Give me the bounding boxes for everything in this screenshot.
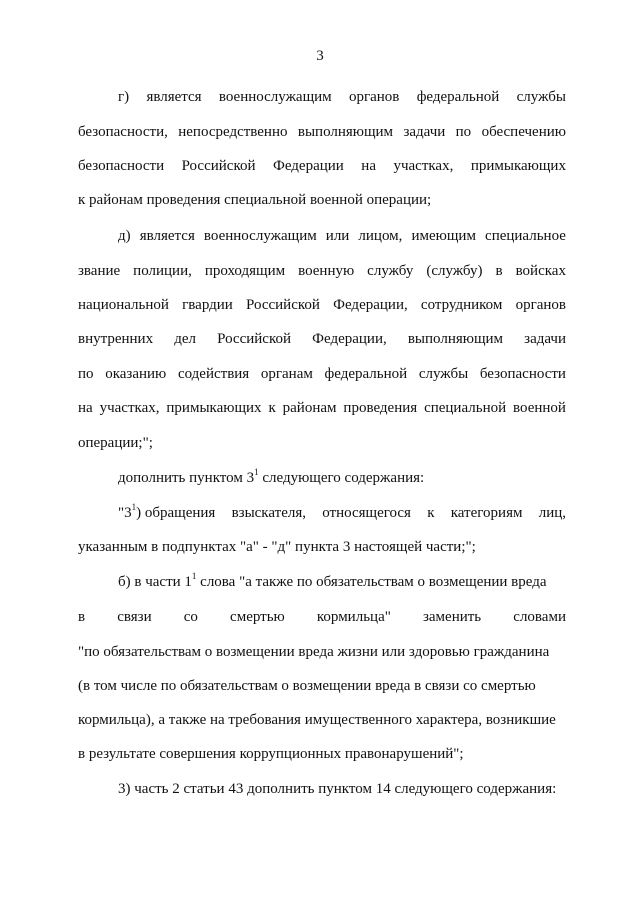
text-fragment	[118, 504, 136, 522]
word: к	[268, 400, 276, 416]
word: в	[78, 609, 86, 625]
word: специальное	[485, 228, 566, 244]
text-line	[78, 296, 566, 314]
text-fragment	[136, 504, 566, 522]
word: войсках	[515, 263, 566, 279]
word: службы	[418, 366, 469, 382]
text-line	[78, 399, 566, 417]
word: безопасности,	[78, 124, 168, 140]
word: Федерации,	[333, 297, 408, 313]
word: взыскателя,	[231, 505, 306, 521]
word: военную	[298, 263, 355, 279]
text-line	[118, 227, 566, 245]
text-line: (в том числе по обязательствам о возмещении вреда в связи со смертью	[78, 678, 536, 694]
word: специальной	[424, 400, 507, 416]
word: безопасности	[78, 158, 165, 174]
text-fragment: слова "а также по обязательствам о возмещении вреда	[196, 574, 547, 590]
word: внутренних	[78, 331, 154, 347]
word: категориям	[450, 505, 523, 521]
word: к	[427, 505, 435, 521]
word: районам	[282, 400, 337, 416]
word: службы	[516, 89, 566, 105]
word: военнослужащим	[218, 89, 332, 105]
superscript: 1	[191, 571, 197, 581]
word: заменить	[422, 609, 482, 625]
word: по	[78, 366, 94, 382]
word: на	[361, 158, 376, 174]
word: является	[139, 228, 195, 244]
text-line	[118, 88, 566, 106]
text-line	[78, 123, 566, 141]
word: связи	[117, 609, 152, 625]
word: участках,	[393, 158, 454, 174]
text-line	[118, 504, 566, 522]
word: выполняющим	[407, 331, 504, 347]
word: национальной	[78, 297, 169, 313]
text-line	[118, 573, 566, 591]
word: безопасности	[479, 366, 566, 382]
word: Российской	[246, 297, 320, 313]
word: словами	[513, 609, 566, 625]
word: выполняющим	[297, 124, 394, 140]
word: ) обращения	[136, 505, 216, 521]
word: Российской	[217, 331, 292, 347]
word: г)	[118, 89, 130, 105]
text-line: в результате совершения коррупционных правонарушений";	[78, 746, 464, 762]
word: примыкающих	[470, 158, 566, 174]
word: органов	[348, 89, 400, 105]
word: в	[495, 263, 503, 279]
word: или	[325, 228, 350, 244]
superscript: 1	[131, 502, 137, 512]
text-line	[78, 608, 566, 626]
text-line: 3) часть 2 статьи 43 дополнить пунктом 14 следующего содержания:	[118, 781, 557, 797]
text-line	[118, 469, 566, 487]
word: военной	[513, 400, 566, 416]
text-line	[78, 157, 566, 175]
word: проведения	[343, 400, 418, 416]
text-fragment: б) в части 1	[118, 574, 192, 590]
word: дел	[174, 331, 196, 347]
word: по	[455, 124, 472, 140]
word: лиц,	[538, 505, 566, 521]
text-line	[78, 330, 566, 348]
word: Федерации,	[312, 331, 387, 347]
word: оказанию	[105, 366, 167, 382]
word: сотрудником	[420, 297, 503, 313]
word: федеральной	[416, 89, 500, 105]
word: задачи	[403, 124, 446, 140]
text-fragment: "3	[118, 505, 132, 521]
text-line	[78, 365, 566, 383]
word: имеющим	[411, 228, 476, 244]
word: органам	[260, 366, 313, 382]
word: со	[183, 609, 198, 625]
word: примыкающих	[166, 400, 262, 416]
word: относящегося	[322, 505, 411, 521]
word: кормильца"	[316, 609, 391, 625]
word: непосредственно	[178, 124, 288, 140]
word: смертью	[230, 609, 285, 625]
text-fragment: следующего содержания:	[258, 470, 425, 486]
page-number: 3	[316, 48, 324, 64]
word: на	[78, 400, 93, 416]
word: проходящим	[204, 263, 286, 279]
word: является	[146, 89, 202, 105]
text-line: операции;";	[78, 435, 153, 451]
word: полиции,	[133, 263, 192, 279]
word: участках,	[99, 400, 160, 416]
text-line: "по обязательствам о возмещении вреда жизни или здоровью гражданина	[78, 644, 550, 660]
word: задачи	[524, 331, 566, 347]
superscript: 1	[254, 467, 259, 477]
word: службу	[367, 263, 414, 279]
word: звание	[78, 263, 121, 279]
word: Российской	[181, 158, 256, 174]
word: обеспечению	[481, 124, 566, 140]
word: военнослужащим	[203, 228, 317, 244]
word: органов	[515, 297, 566, 313]
word: федеральной	[324, 366, 408, 382]
word: гвардии	[182, 297, 233, 313]
word: лицом,	[358, 228, 403, 244]
text-fragment: дополнить пунктом 3	[118, 470, 255, 486]
text-line: кормильца), а также на требования имущественного характера, возникшие	[78, 712, 556, 728]
word: (службу)	[426, 263, 483, 279]
text-line	[78, 262, 566, 280]
word: содействия	[177, 366, 250, 382]
word: Федерации	[272, 158, 344, 174]
word: д)	[118, 228, 131, 244]
text-line: к районам проведения специальной военной операции;	[78, 192, 432, 208]
text-line: указанным в подпунктах "а" - "д" пункта 3 настоящей части;";	[78, 539, 476, 555]
